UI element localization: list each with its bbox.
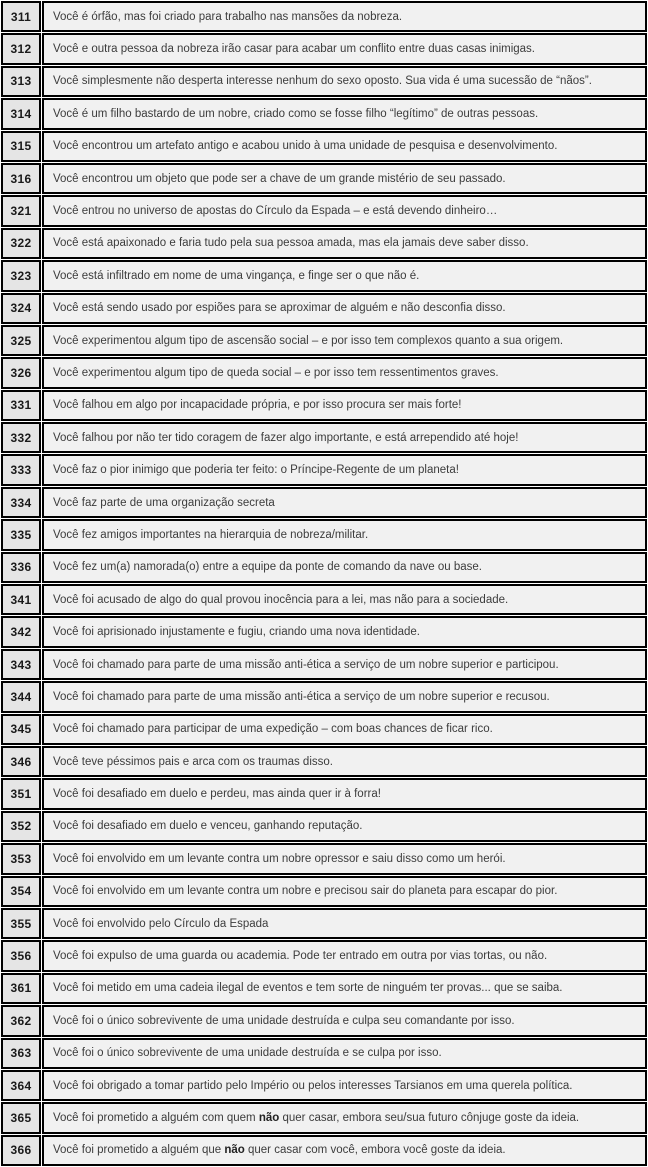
row-text: Você é órfão, mas foi criado para trabalho nas mansões da nobreza. xyxy=(42,1,647,32)
table-row xyxy=(1,778,647,809)
table-row xyxy=(1,293,647,324)
row-text: Você experimentou algum tipo de queda social – e por isso tem ressentimentos graves. xyxy=(42,357,647,388)
row-number: 351 xyxy=(1,778,41,809)
row-number: 332 xyxy=(1,422,41,453)
row-number: 321 xyxy=(1,195,41,226)
table-row xyxy=(1,1102,647,1133)
table-row xyxy=(1,940,647,971)
row-text: Você foi chamado para parte de uma missão anti-ética a serviço de um nobre superior e recusou. xyxy=(42,681,647,712)
row-number: 342 xyxy=(1,616,41,647)
row-number: 364 xyxy=(1,1070,41,1101)
row-text: Você e outra pessoa da nobreza irão casar para acabar um conflito entre duas casas inimigas. xyxy=(42,33,647,64)
table-row xyxy=(1,811,647,842)
table-row xyxy=(1,1,647,32)
table-row xyxy=(1,1135,647,1166)
row-number: 315 xyxy=(1,131,41,162)
table-row xyxy=(1,616,647,647)
table-row xyxy=(1,422,647,453)
row-text: Você está apaixonado e faria tudo pela sua pessoa amada, mas ela jamais deve saber disso. xyxy=(42,228,647,259)
table-row xyxy=(1,357,647,388)
table-row xyxy=(1,33,647,64)
row-text: Você teve péssimos pais e arca com os traumas disso. xyxy=(42,746,647,777)
row-number: 356 xyxy=(1,940,41,971)
row-text: Você fez um(a) namorada(o) entre a equipe da ponte de comando da nave ou base. xyxy=(42,552,647,583)
table-row xyxy=(1,260,647,291)
row-number: 355 xyxy=(1,908,41,939)
row-number: 354 xyxy=(1,876,41,907)
table-row xyxy=(1,519,647,550)
row-number: 343 xyxy=(1,649,41,680)
row-number: 346 xyxy=(1,746,41,777)
row-number: 352 xyxy=(1,811,41,842)
row-number: 363 xyxy=(1,1038,41,1069)
row-number: 312 xyxy=(1,33,41,64)
table-row xyxy=(1,1070,647,1101)
row-number: 313 xyxy=(1,66,41,97)
table-row xyxy=(1,390,647,421)
row-text: Você fez amigos importantes na hierarquia de nobreza/militar. xyxy=(42,519,647,550)
row-text: Você está sendo usado por espiões para se aproximar de alguém e não desconfia disso. xyxy=(42,293,647,324)
table-row xyxy=(1,325,647,356)
row-number: 311 xyxy=(1,1,41,32)
row-text: Você foi metido em uma cadeia ilegal de eventos e tem sorte de ninguém ter provas... que se saiba. xyxy=(42,973,647,1004)
row-text: Você foi envolvido pelo Círculo da Espada xyxy=(42,908,647,939)
row-number: 345 xyxy=(1,714,41,745)
row-text: Você faz parte de uma organização secreta xyxy=(42,487,647,518)
row-number: 336 xyxy=(1,552,41,583)
table-row xyxy=(1,746,647,777)
row-text: Você foi o único sobrevivente de uma unidade destruída e culpa seu comandante por isso. xyxy=(42,1005,647,1036)
row-number: 353 xyxy=(1,843,41,874)
row-number: 341 xyxy=(1,584,41,615)
row-number: 314 xyxy=(1,98,41,129)
row-text: Você falhou por não ter tido coragem de fazer algo importante, e está arrependido até hoje! xyxy=(42,422,647,453)
table-row xyxy=(1,195,647,226)
row-text: Você foi o único sobrevivente de uma unidade destruída e se culpa por isso. xyxy=(42,1038,647,1069)
row-text: Você foi prometido a alguém que não quer casar com você, embora você goste da ideia. xyxy=(42,1135,647,1166)
row-number: 333 xyxy=(1,454,41,485)
row-number: 361 xyxy=(1,973,41,1004)
table-row xyxy=(1,1005,647,1036)
table-row xyxy=(1,908,647,939)
row-number: 344 xyxy=(1,681,41,712)
row-text: Você foi acusado de algo do qual provou inocência para a lei, mas não para a sociedade. xyxy=(42,584,647,615)
row-text: Você simplesmente não desperta interesse nenhum do sexo oposto. Sua vida é uma sucessão de “nãos”. xyxy=(42,66,647,97)
row-number: 322 xyxy=(1,228,41,259)
row-text: Você está infiltrado em nome de uma vingança, e finge ser o que não é. xyxy=(42,260,647,291)
table-row xyxy=(1,454,647,485)
row-text: Você foi prometido a alguém com quem não quer casar, embora seu/sua futuro cônjuge goste da ideia. xyxy=(42,1102,647,1133)
row-number: 323 xyxy=(1,260,41,291)
row-text: Você experimentou algum tipo de ascensão social – e por isso tem complexos quanto a sua origem. xyxy=(42,325,647,356)
row-text: Você encontrou um objeto que pode ser a chave de um grande mistério de seu passado. xyxy=(42,163,647,194)
row-number: 335 xyxy=(1,519,41,550)
table-row xyxy=(1,681,647,712)
table-row xyxy=(1,228,647,259)
row-text: Você foi obrigado a tomar partido pelo Império ou pelos interesses Tarsianos em uma querela política. xyxy=(42,1070,647,1101)
row-text: Você falhou em algo por incapacidade própria, e por isso procura ser mais forte! xyxy=(42,390,647,421)
row-number: 334 xyxy=(1,487,41,518)
table-row xyxy=(1,649,647,680)
row-number: 324 xyxy=(1,293,41,324)
row-number: 362 xyxy=(1,1005,41,1036)
row-text: Você foi expulso de uma guarda ou academia. Pode ter entrado em outra por vias tortas, ou não. xyxy=(42,940,647,971)
row-number: 326 xyxy=(1,357,41,388)
table-row xyxy=(1,973,647,1004)
table-row xyxy=(1,131,647,162)
table-row xyxy=(1,584,647,615)
row-text: Você foi envolvido em um levante contra um nobre e precisou sair do planeta para escapar do pior. xyxy=(42,876,647,907)
row-text: Você é um filho bastardo de um nobre, criado como se fosse filho “legítimo” de outras pessoas. xyxy=(42,98,647,129)
row-number: 316 xyxy=(1,163,41,194)
row-text: Você foi aprisionado injustamente e fugiu, criando uma nova identidade. xyxy=(42,616,647,647)
row-text: Você foi envolvido em um levante contra um nobre opressor e saiu disso como um herói. xyxy=(42,843,647,874)
row-number: 331 xyxy=(1,390,41,421)
row-text: Você foi chamado para parte de uma missão anti-ética a serviço de um nobre superior e participou. xyxy=(42,649,647,680)
table-row xyxy=(1,876,647,907)
row-text: Você foi desafiado em duelo e venceu, ganhando reputação. xyxy=(42,811,647,842)
table-row xyxy=(1,1038,647,1069)
row-number: 365 xyxy=(1,1102,41,1133)
row-text: Você foi chamado para participar de uma expedição – com boas chances de ficar rico. xyxy=(42,714,647,745)
row-text: Você foi desafiado em duelo e perdeu, mas ainda quer ir à forra! xyxy=(42,778,647,809)
table-row xyxy=(1,98,647,129)
row-number: 325 xyxy=(1,325,41,356)
table-row xyxy=(1,714,647,745)
table-row xyxy=(1,163,647,194)
row-text: Você faz o pior inimigo que poderia ter feito: o Príncipe-Regente de um planeta! xyxy=(42,454,647,485)
table-row xyxy=(1,487,647,518)
row-text: Você encontrou um artefato antigo e acabou unido à uma unidade de pesquisa e desenvolvimento. xyxy=(42,131,647,162)
row-number: 366 xyxy=(1,1135,41,1166)
row-text: Você entrou no universo de apostas do Círculo da Espada – e está devendo dinheiro… xyxy=(42,195,647,226)
table-body xyxy=(1,1,647,1166)
table-row xyxy=(1,552,647,583)
table-row xyxy=(1,66,647,97)
table-row xyxy=(1,843,647,874)
